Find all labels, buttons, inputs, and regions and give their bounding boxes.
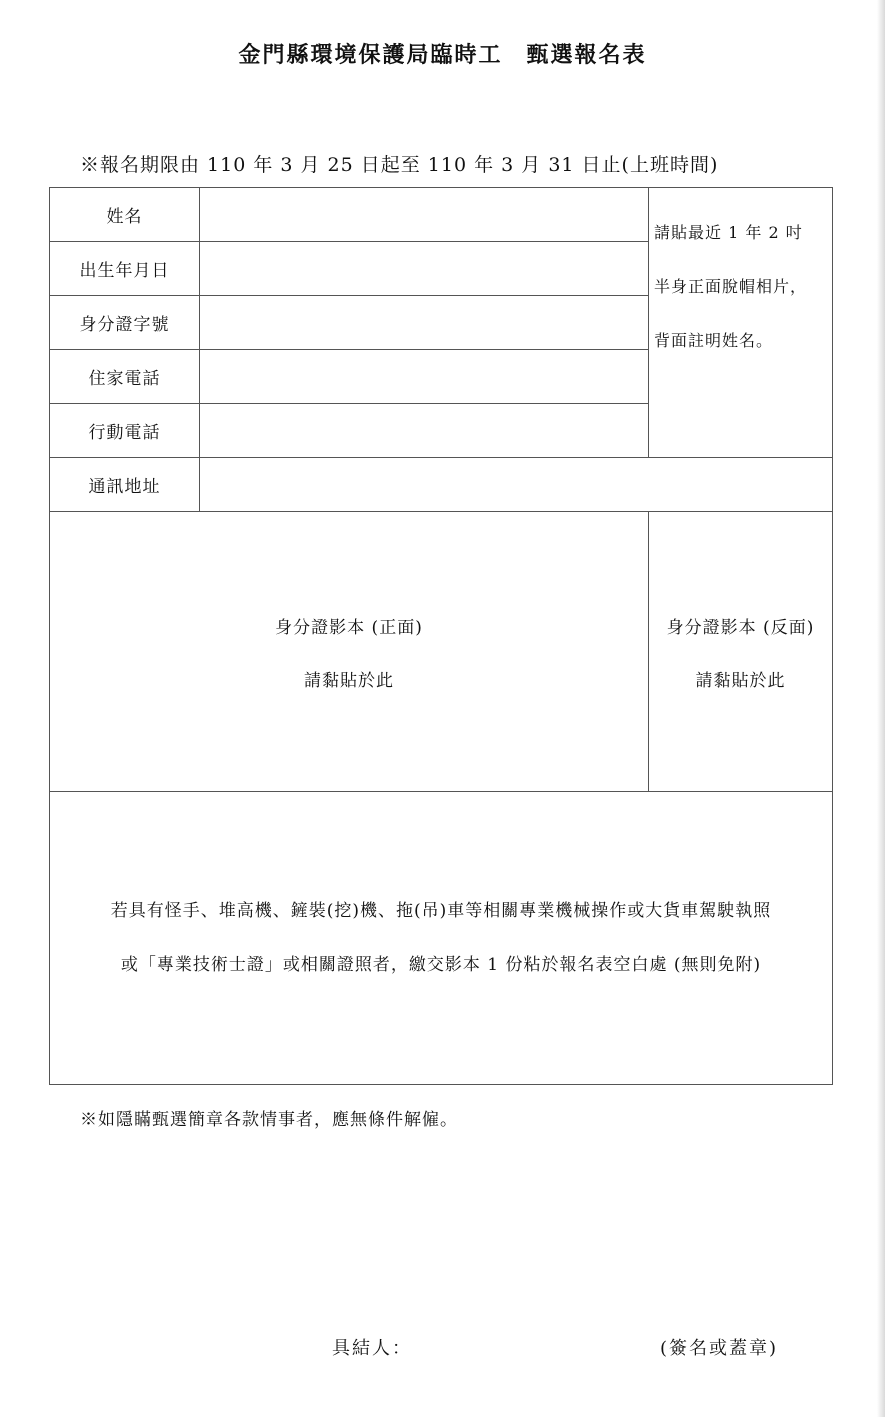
license-paste-area[interactable]: [50, 792, 833, 1085]
concealment-warning: ※如隱瞞甄選簡章各款情事者，應無條件解僱。: [80, 1110, 458, 1130]
mobile-phone-label: 行動電話: [50, 404, 200, 458]
id-front-hint: 請黏貼於此: [304, 670, 394, 691]
home-phone-field[interactable]: [200, 350, 649, 404]
birthdate-label: 出生年月日: [50, 242, 200, 296]
registration-form-table: [49, 187, 833, 1085]
id-front-paste-area[interactable]: [50, 512, 649, 792]
photo-instruction-line-1: 請貼最近 1 年 2 吋: [654, 223, 803, 242]
name-label: 姓名: [50, 188, 200, 242]
name-field[interactable]: [200, 188, 649, 242]
id-number-field[interactable]: [200, 296, 649, 350]
address-field[interactable]: [200, 458, 833, 512]
photo-instruction-line-2: 半身正面脫帽相片，: [654, 277, 808, 296]
license-note-line-1: 若具有怪手、堆高機、鏟裝(挖)機、拖(吊)車等相關專業機械操作或大貨車駕駛執照: [110, 901, 772, 921]
registration-period-note: ※報名期限由 110 年 3 月 25 日起至 110 年 3 月 31 日止(上班時間): [80, 154, 719, 176]
photo-instruction-line-3: 背面註明姓名。: [654, 331, 774, 350]
signature-label: 具結人：: [332, 1338, 412, 1359]
form-row-id-copies: [50, 512, 833, 792]
page-edge-shadow: [877, 0, 885, 1417]
id-number-label: 身分證字號: [50, 296, 200, 350]
form-row-address: [50, 458, 833, 512]
document-title: 金門縣環境保護局臨時工 甄選報名表: [238, 42, 647, 68]
home-phone-label: 住家電話: [50, 350, 200, 404]
license-note-line-2: 或「專業技術士證」或相關證照者，繳交影本 1 份粘於報名表空白處 (無則免附): [120, 955, 762, 975]
id-front-title: 身分證影本 (正面): [275, 617, 423, 638]
birthdate-field[interactable]: [200, 242, 649, 296]
mobile-phone-field[interactable]: [200, 404, 649, 458]
form-row-license: [50, 792, 833, 1085]
photo-area[interactable]: [649, 188, 833, 458]
signature-hint: (簽名或蓋章): [660, 1338, 779, 1359]
id-back-paste-area[interactable]: [649, 512, 833, 792]
id-back-hint: 請黏貼於此: [695, 670, 786, 691]
address-label: 通訊地址: [50, 458, 200, 512]
form-row-name: [50, 188, 833, 242]
id-back-title: 身分證影本 (反面): [666, 617, 815, 638]
